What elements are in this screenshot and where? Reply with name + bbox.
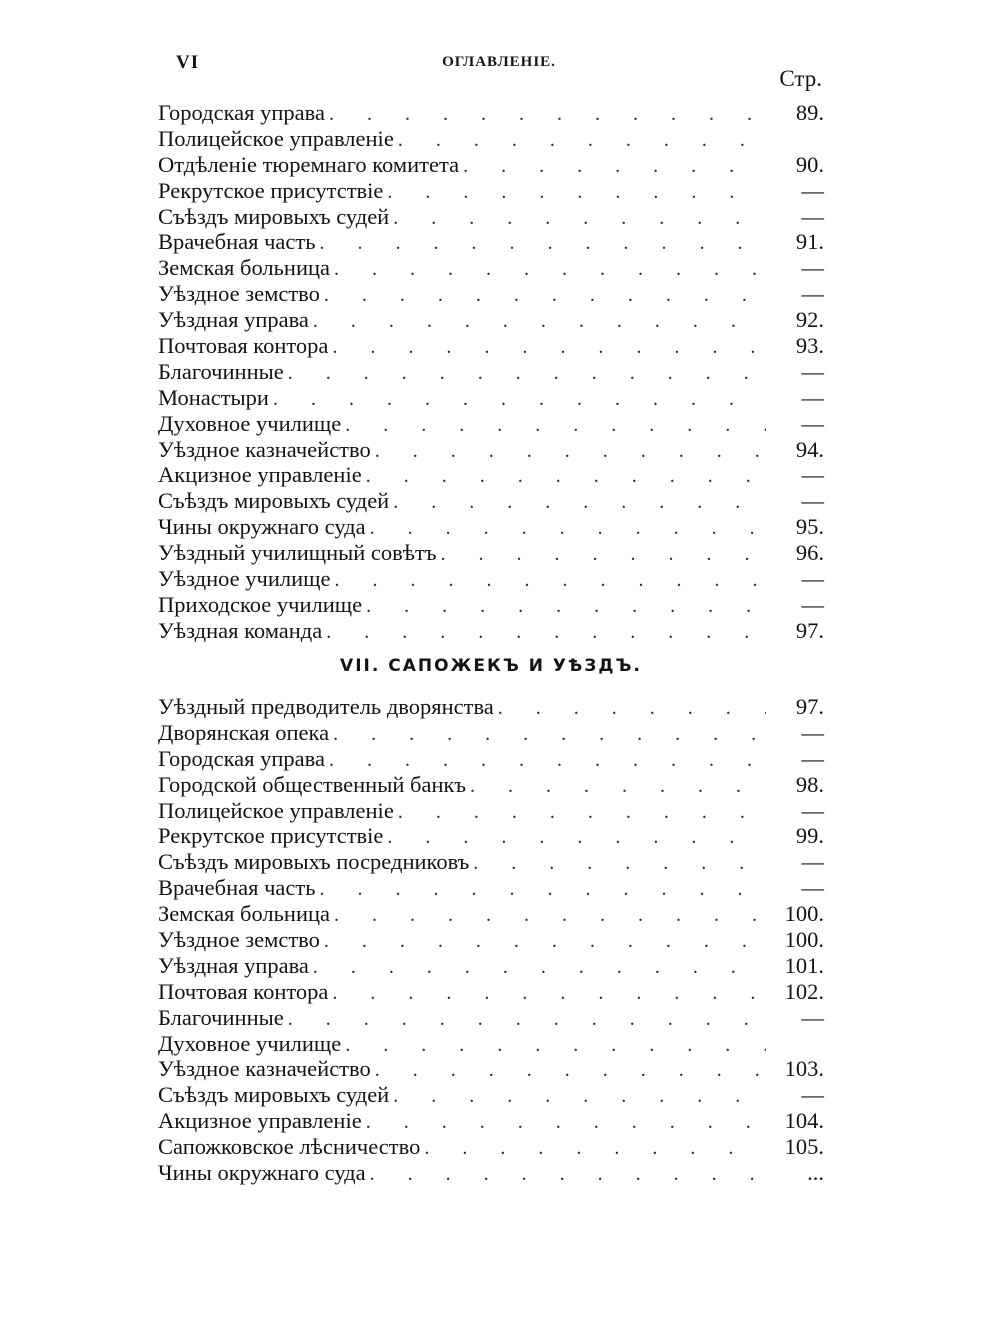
toc-entry-title: Рекрутское присутствіе [158,177,384,203]
toc-entry-page: — [801,745,824,771]
dot-leader [375,1058,766,1084]
toc-entry-title: Городской общественный банкъ [158,771,467,797]
dot-leader [387,180,766,206]
toc-entry-title: Духовное училище [158,1030,342,1056]
toc-entry-title: Сапожковское лѣсничество [158,1134,421,1160]
toc-entry-title: Городская управа [158,100,325,125]
toc-entry [158,694,824,720]
dot-leader [366,1110,766,1136]
dot-leader [332,335,766,361]
toc-entry [158,875,824,901]
toc-entry-title: Уѣздное казначейство [158,436,371,462]
toc-entry-page: — [801,384,824,410]
toc-entry [158,979,824,1005]
dot-leader [398,800,766,826]
toc-entry-page: — [801,1082,824,1108]
section-heading: VII. САПОЖЕКЪ И УѢЗДЪ. [340,656,642,676]
dot-leader [393,1084,766,1110]
toc-entry-page: 102. [784,978,824,1004]
running-title: ОГЛАВЛЕНІЕ. [442,54,556,70]
toc-entry-page: 100. [784,901,824,927]
dot-leader [345,1033,766,1059]
dot-leader [329,748,766,774]
dot-leader [288,1007,766,1033]
dot-leader [324,929,766,955]
toc-entry [158,204,824,230]
toc-entry-page: — [801,255,824,281]
toc-entry-page: 91. [795,229,824,255]
toc-entry-page: 101. [784,952,824,978]
toc-entry-title: Земская больница [158,255,331,281]
toc-entry-page: 104. [784,1108,824,1134]
toc-entry-page: — [801,358,824,384]
toc-entry-title: Полицейское управленіе [158,125,394,151]
toc-entry-title: Уѣздное казначейство [158,1056,371,1082]
toc-entry-page: — [801,410,824,436]
dot-leader [470,774,766,800]
toc-entry [158,901,824,927]
dot-leader [498,696,766,722]
dot-leader [473,851,766,877]
toc-entry [158,1134,824,1160]
toc-entry-page: 99. [795,823,824,849]
toc-entry-page: — [801,177,824,203]
toc-entry [158,255,824,281]
toc-entry-title: Почтовая контора [158,978,329,1004]
toc-entry [158,333,824,359]
toc-entry [158,1056,824,1082]
dot-leader [334,568,766,594]
toc-entry [158,307,824,333]
dot-leader [370,1162,766,1188]
toc-entry-page: — [801,875,824,901]
page-column-label: Стр. [779,66,822,91]
toc-entry [158,618,824,644]
toc-entry [158,1082,824,1108]
toc-entry [158,953,824,979]
toc-entry [158,746,824,772]
toc-entry-title: Чины окружнаго суда [158,1160,366,1186]
dot-leader [273,387,766,413]
toc-entry-title: Рекрутское присутствіе [158,823,384,849]
toc-entry-page: 105. [784,1134,824,1160]
toc-entry [158,359,824,385]
toc-entry-title: Уѣздная управа [158,307,309,333]
toc-entry-page: ... [807,1160,824,1186]
toc-entry [158,849,824,875]
toc-entry-title: Врачебная часть [158,875,316,901]
toc-entry [158,540,824,566]
page-number: VI [176,52,200,73]
toc-entry [158,100,824,126]
toc-entry [158,178,824,204]
toc-entry-page: 97. [795,694,824,719]
toc-entry-title: Городская управа [158,745,325,771]
toc-entry-title: Приходское училище [158,591,363,617]
toc-entry-title: Земская больница [158,901,331,927]
toc-entry [158,798,824,824]
toc-entry-title: Акцизное управленіе [158,462,362,488]
dot-leader [334,903,766,929]
toc-list-bottom [158,694,824,1186]
toc-entry-title: Благочинные [158,358,284,384]
dot-leader [332,981,766,1007]
dot-leader [393,490,766,516]
dot-leader [375,439,766,465]
running-head [176,52,822,76]
toc-entry-page: 98. [795,771,824,797]
toc-entry-title: Духовное училище [158,410,342,436]
toc-entry-page: — [801,797,824,823]
dot-leader [370,516,766,542]
dot-leader [334,257,766,283]
toc-entry [158,385,824,411]
dot-leader [326,620,766,646]
toc-entry [158,1160,824,1186]
toc-entry [158,281,824,307]
dot-leader [319,231,766,257]
toc-entry-title: Благочинные [158,1004,284,1030]
toc-entry [158,772,824,798]
toc-entry-title: Дворянская опека [158,719,330,745]
toc-entry-page: — [801,1004,824,1030]
toc-entry-page: — [801,591,824,617]
toc-entry-page: 96. [795,540,824,566]
toc-entry [158,1108,824,1134]
toc-entry-title: Съѣздъ мировыхъ посредниковъ [158,849,470,875]
toc-entry-page: 103. [784,1056,824,1082]
dot-leader [440,542,766,568]
toc-entry-title: Почтовая контора [158,333,329,359]
toc-entry [158,1031,824,1057]
toc-entry [158,411,824,437]
toc-entry-page: 89. [795,100,824,125]
toc-entry [158,823,824,849]
toc-entry-page: 94. [795,436,824,462]
toc-entry-title: Уѣздный училищный совѣтъ [158,540,437,566]
toc-entry-title: Полицейское управленіе [158,797,394,823]
dot-leader [424,1136,766,1162]
toc-entry [158,437,824,463]
toc-entry [158,566,824,592]
toc-entry-page: — [801,203,824,229]
toc-entry-page: — [801,719,824,745]
toc-entry-title: Съѣздъ мировыхъ судей [158,488,390,514]
toc-entry-page: — [801,566,824,592]
dot-leader [345,413,766,439]
toc-entry-title: Уѣздный предводитель дворянства [158,694,494,719]
toc-entry [158,720,824,746]
dot-leader [393,206,766,232]
toc-entry-page: 90. [795,151,824,177]
toc-entry-title: Отдѣленіе тюремнаго комитета [158,151,460,177]
toc-entry-page: 93. [795,333,824,359]
toc-entry [158,488,824,514]
toc-entry-title: Уѣздная команда [158,617,323,643]
dot-leader [398,128,766,154]
toc-entry [158,592,824,618]
toc-entry [158,126,824,152]
dot-leader [319,877,766,903]
dot-leader [366,464,766,490]
toc-entry-title: Съѣздъ мировыхъ судей [158,203,390,229]
toc-entry-title: Монастыри [158,384,269,410]
toc-entry-page: 95. [795,514,824,540]
toc-list-top [158,100,824,644]
dot-leader [387,825,766,851]
dot-leader [313,309,766,335]
toc-entry [158,229,824,255]
toc-entry [158,927,824,953]
toc-entry-page: — [801,281,824,307]
toc-entry-title: Уѣздная управа [158,952,309,978]
toc-entry-title: Уѣздное земство [158,281,320,307]
toc-entry-page: 97. [795,617,824,643]
toc-entry-page: — [801,488,824,514]
toc-entry-title: Уѣздное училище [158,566,331,592]
toc-entry-title: Съѣздъ мировыхъ судей [158,1082,390,1108]
dot-leader [313,955,766,981]
toc-entry-page: — [801,462,824,488]
toc-entry [158,462,824,488]
toc-entry-page: 92. [795,307,824,333]
toc-entry-page: 100. [784,927,824,953]
toc-entry-title: Акцизное управленіе [158,1108,362,1134]
toc-entry [158,1005,824,1031]
toc-entry-title: Уѣздное земство [158,927,320,953]
dot-leader [366,594,766,620]
dot-leader [463,154,766,180]
toc-entry [158,152,824,178]
toc-entry-title: Чины окружнаго суда [158,514,366,540]
toc-entry [158,514,824,540]
dot-leader [329,102,766,128]
toc-entry-page: — [801,849,824,875]
dot-leader [324,283,766,309]
dot-leader [333,722,766,748]
toc-entry-title: Врачебная часть [158,229,316,255]
dot-leader [288,361,766,387]
